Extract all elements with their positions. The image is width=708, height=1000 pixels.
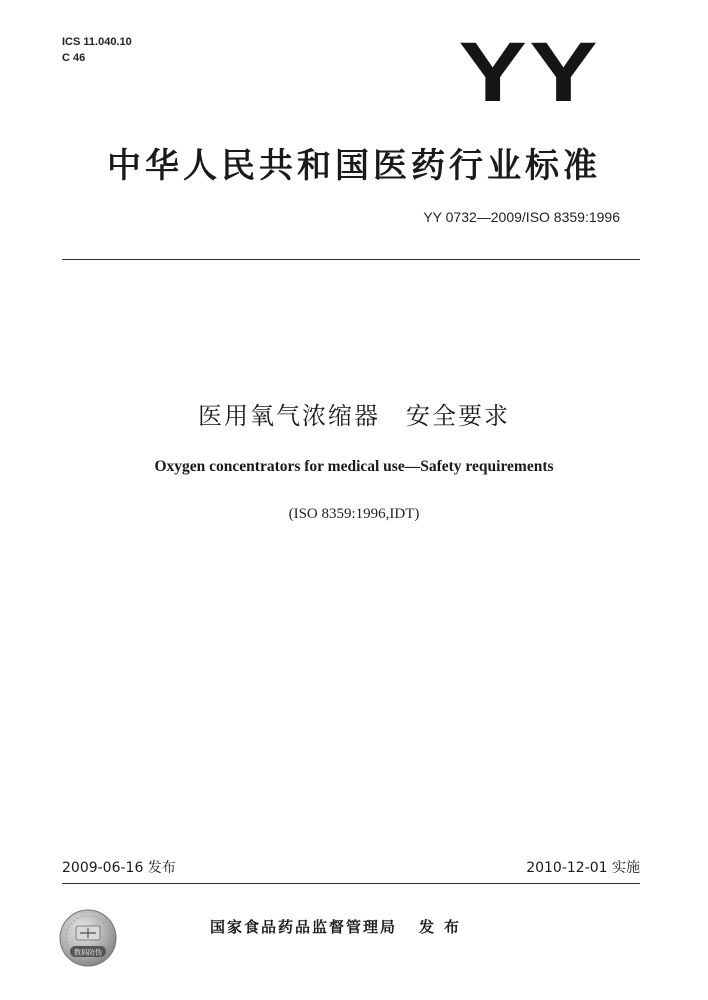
ics-code: ICS 11.040.10 [62, 36, 132, 48]
anti-counterfeit-seal-icon [58, 908, 118, 968]
organization-title: 中华人民共和国医药行业标准 [107, 146, 601, 186]
publish-word: 发布 [419, 918, 470, 936]
seal-label: 数码防伪 [74, 948, 102, 957]
issue-date: 2009-06-16 发布 [62, 860, 176, 876]
bottom-divider [62, 883, 640, 884]
publisher-name: 国家食品药品监督管理局 [210, 918, 398, 936]
standard-number: YY 0732—2009/ISO 8359:1996 [423, 209, 620, 225]
chinese-title: 医用氧气浓缩器 安全要求 [198, 402, 510, 430]
english-title: Oxygen concentrators for medical use—Safety requirements [154, 458, 554, 475]
ccs-code: C 46 [62, 52, 86, 64]
publisher-line [210, 916, 469, 937]
standard-mark-logo: YY [458, 25, 600, 119]
classification-codes [62, 34, 132, 66]
equivalence-note: (ISO 8359:1996,IDT) [288, 506, 420, 522]
implementation-date: 2010-12-01 实施 [526, 860, 640, 876]
top-divider [62, 259, 640, 260]
